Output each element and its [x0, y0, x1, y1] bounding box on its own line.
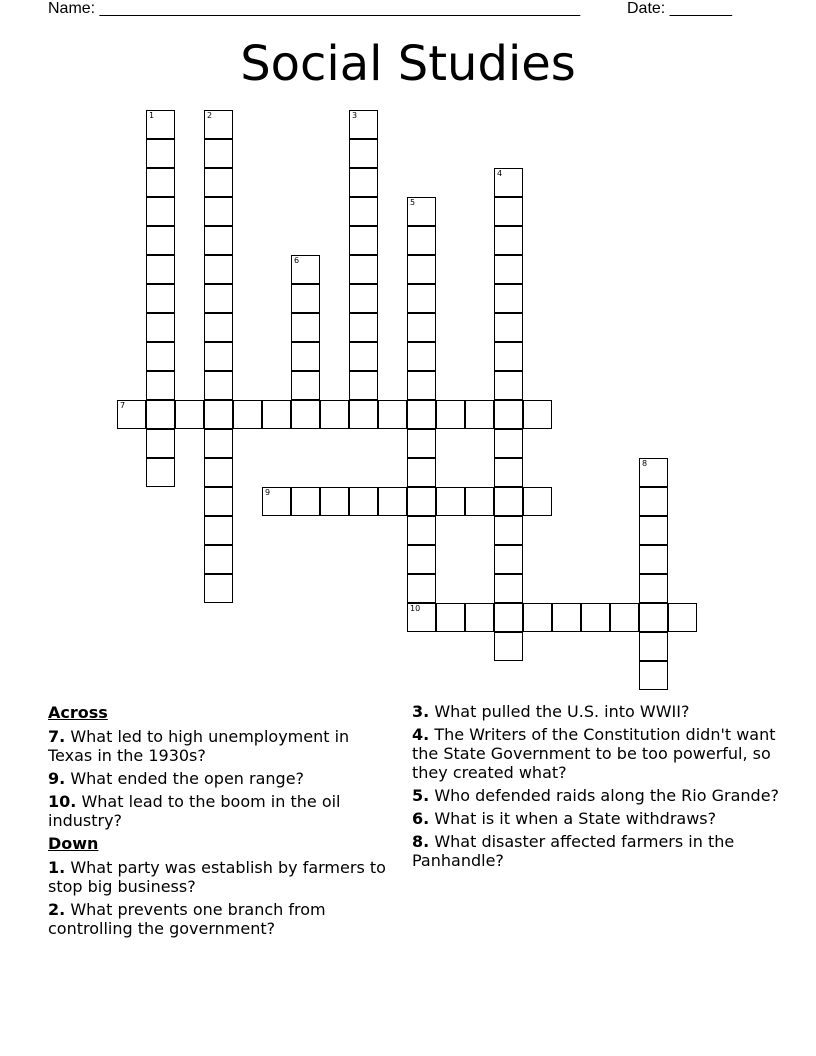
cell-number: 4	[497, 169, 503, 178]
clue-down-1	[48, 858, 393, 896]
clue-number: 6.	[412, 809, 430, 828]
crossword-cell[interactable]	[465, 400, 494, 429]
crossword-cell[interactable]	[639, 487, 668, 516]
crossword-cell[interactable]	[349, 284, 378, 313]
crossword-cell[interactable]	[639, 632, 668, 661]
clue-number: 2.	[48, 900, 66, 919]
clue-number: 8.	[412, 832, 430, 851]
crossword-cell[interactable]	[436, 400, 465, 429]
crossword-cell[interactable]	[639, 603, 668, 632]
across-heading: Across	[48, 703, 108, 722]
crossword-cell[interactable]	[494, 632, 523, 661]
crossword-cell[interactable]	[494, 429, 523, 458]
clue-text: What lead to the boom in the oil industry?	[48, 792, 341, 830]
clue-number: 5.	[412, 786, 430, 805]
cell-number: 6	[294, 256, 300, 265]
crossword-cell[interactable]	[494, 458, 523, 487]
crossword-cell[interactable]	[407, 429, 436, 458]
crossword-cell[interactable]	[117, 400, 146, 429]
crossword-cell[interactable]	[407, 342, 436, 371]
clues-left-column	[48, 702, 393, 942]
cell-number: 1	[149, 111, 155, 120]
crossword-cell[interactable]	[291, 284, 320, 313]
crossword-cell[interactable]	[407, 458, 436, 487]
crossword-cell[interactable]	[146, 371, 175, 400]
page-title: Social Studies	[240, 36, 576, 92]
crossword-cell[interactable]	[204, 197, 233, 226]
cell-number: 3	[352, 111, 358, 120]
down-heading: Down	[48, 834, 99, 853]
crossword-cell[interactable]	[146, 168, 175, 197]
crossword-cell[interactable]	[407, 516, 436, 545]
crossword-cell[interactable]	[204, 458, 233, 487]
cell-number: 9	[265, 488, 271, 497]
crossword-cell[interactable]	[407, 226, 436, 255]
clue-number: 7.	[48, 727, 66, 746]
crossword-cell[interactable]	[494, 545, 523, 574]
crossword-cell[interactable]	[291, 371, 320, 400]
crossword-cell[interactable]	[204, 110, 233, 139]
crossword-cell[interactable]	[407, 197, 436, 226]
crossword-cell[interactable]	[494, 226, 523, 255]
clue-text: What disaster affected farmers in the Panhandle?	[412, 832, 735, 870]
crossword-cell[interactable]	[465, 603, 494, 632]
crossword-cell[interactable]	[146, 313, 175, 342]
crossword-cell[interactable]	[494, 574, 523, 603]
crossword-cell[interactable]	[349, 400, 378, 429]
crossword-cell[interactable]	[349, 197, 378, 226]
crossword-cell[interactable]	[349, 255, 378, 284]
crossword-cell[interactable]	[581, 603, 610, 632]
cell-number: 7	[120, 401, 126, 410]
clue-across-7	[48, 727, 393, 765]
crossword-cell[interactable]	[407, 545, 436, 574]
crossword-cell[interactable]	[639, 574, 668, 603]
crossword-cell[interactable]	[262, 400, 291, 429]
clue-text: Who defended raids along the Rio Grande?	[434, 786, 780, 805]
clue-number: 1.	[48, 858, 66, 877]
crossword-cell[interactable]	[204, 371, 233, 400]
crossword-cell[interactable]	[320, 400, 349, 429]
crossword-cell[interactable]	[204, 313, 233, 342]
crossword-cell[interactable]	[494, 168, 523, 197]
crossword-cell[interactable]	[291, 342, 320, 371]
crossword-cell[interactable]	[146, 110, 175, 139]
crossword-cell[interactable]	[204, 284, 233, 313]
crossword-cell[interactable]	[146, 458, 175, 487]
crossword-cell[interactable]	[204, 226, 233, 255]
crossword-cell[interactable]	[320, 487, 349, 516]
crossword-cell[interactable]	[349, 110, 378, 139]
crossword-cell[interactable]	[436, 487, 465, 516]
crossword-cell[interactable]	[204, 168, 233, 197]
crossword-cell[interactable]	[204, 429, 233, 458]
crossword-cell[interactable]	[552, 603, 581, 632]
crossword-cell[interactable]	[291, 255, 320, 284]
crossword-cell[interactable]	[639, 545, 668, 574]
crossword-cell[interactable]	[204, 139, 233, 168]
crossword-cell[interactable]	[436, 603, 465, 632]
crossword-cell[interactable]	[204, 487, 233, 516]
crossword-cell[interactable]	[146, 429, 175, 458]
clue-across-9	[48, 769, 393, 788]
crossword-cell[interactable]	[204, 255, 233, 284]
clue-text: What led to high unemployment in Texas in the 1930s?	[48, 727, 350, 765]
clue-down-8	[412, 832, 782, 870]
crossword-cell[interactable]	[349, 139, 378, 168]
crossword-cell[interactable]	[494, 342, 523, 371]
clue-number: 3.	[412, 702, 430, 721]
clue-number: 10.	[48, 792, 77, 811]
crossword-cell[interactable]	[407, 284, 436, 313]
crossword-cell[interactable]	[291, 487, 320, 516]
crossword-cell[interactable]	[639, 661, 668, 690]
crossword-cell[interactable]	[668, 603, 697, 632]
crossword-cell[interactable]	[204, 342, 233, 371]
crossword-cell[interactable]	[349, 487, 378, 516]
crossword-cell[interactable]	[610, 603, 639, 632]
crossword-cell[interactable]	[494, 371, 523, 400]
cell-number: 5	[410, 198, 416, 207]
clue-text: What pulled the U.S. into WWII?	[434, 702, 690, 721]
crossword-cell[interactable]	[407, 255, 436, 284]
crossword-cell[interactable]	[146, 284, 175, 313]
cell-number: 2	[207, 111, 213, 120]
clue-number: 9.	[48, 769, 66, 788]
crossword-cell[interactable]	[523, 487, 552, 516]
clues-right-column	[412, 702, 782, 874]
clue-down-2	[48, 900, 393, 938]
crossword-cell[interactable]	[407, 487, 436, 516]
clue-text: What prevents one branch from controlling the government?	[48, 900, 326, 938]
clue-down-6	[412, 809, 782, 828]
crossword-cell[interactable]	[407, 371, 436, 400]
crossword-cell[interactable]	[378, 400, 407, 429]
crossword-cell[interactable]	[349, 226, 378, 255]
crossword-cell[interactable]	[407, 400, 436, 429]
clue-text: The Writers of the Constitution didn't want the State Government to be too powerful, so they created what?	[412, 725, 776, 782]
crossword-cell[interactable]	[146, 139, 175, 168]
crossword-cell[interactable]	[494, 197, 523, 226]
crossword-cell[interactable]	[349, 168, 378, 197]
crossword-cell[interactable]	[233, 400, 262, 429]
crossword-cell[interactable]	[494, 516, 523, 545]
name-field-label: Name: ______________________________________________________	[48, 0, 581, 17]
crossword-cell[interactable]	[146, 197, 175, 226]
crossword-cell[interactable]	[494, 313, 523, 342]
crossword-cell[interactable]	[639, 458, 668, 487]
crossword-cell[interactable]	[204, 574, 233, 603]
crossword-cell[interactable]	[494, 400, 523, 429]
crossword-cell[interactable]	[204, 516, 233, 545]
crossword-cell[interactable]	[349, 313, 378, 342]
crossword-cell[interactable]	[146, 226, 175, 255]
crossword-cell[interactable]	[465, 487, 494, 516]
crossword-cell[interactable]	[494, 487, 523, 516]
clue-across-10	[48, 792, 393, 830]
crossword-cell[interactable]	[494, 603, 523, 632]
crossword-cell[interactable]	[349, 371, 378, 400]
crossword-cell[interactable]	[407, 313, 436, 342]
clue-text: What ended the open range?	[70, 769, 305, 788]
crossword-cell[interactable]	[639, 516, 668, 545]
crossword-cell[interactable]	[291, 400, 320, 429]
crossword-cell[interactable]	[407, 574, 436, 603]
crossword-cell[interactable]	[523, 400, 552, 429]
cell-number: 10	[410, 604, 421, 613]
crossword-cell[interactable]	[494, 255, 523, 284]
clue-text: What party was establish by farmers to stop big business?	[48, 858, 386, 896]
crossword-cell[interactable]	[349, 342, 378, 371]
crossword-cell[interactable]	[146, 255, 175, 284]
clue-down-5	[412, 786, 782, 805]
crossword-cell[interactable]	[175, 400, 204, 429]
clue-down-3	[412, 702, 782, 721]
clue-number: 4.	[412, 725, 430, 744]
date-field-label: Date: _______	[627, 0, 732, 17]
clue-down-4	[412, 725, 782, 782]
crossword-cell[interactable]	[407, 603, 436, 632]
cell-number: 8	[642, 459, 648, 468]
crossword-cell[interactable]	[204, 400, 233, 429]
crossword-cell[interactable]	[262, 487, 291, 516]
crossword-cell[interactable]	[494, 284, 523, 313]
crossword-cell[interactable]	[378, 487, 407, 516]
crossword-cell[interactable]	[523, 603, 552, 632]
clue-text: What is it when a State withdraws?	[434, 809, 717, 828]
crossword-cell[interactable]	[146, 400, 175, 429]
crossword-cell[interactable]	[146, 342, 175, 371]
crossword-cell[interactable]	[291, 313, 320, 342]
crossword-cell[interactable]	[204, 545, 233, 574]
